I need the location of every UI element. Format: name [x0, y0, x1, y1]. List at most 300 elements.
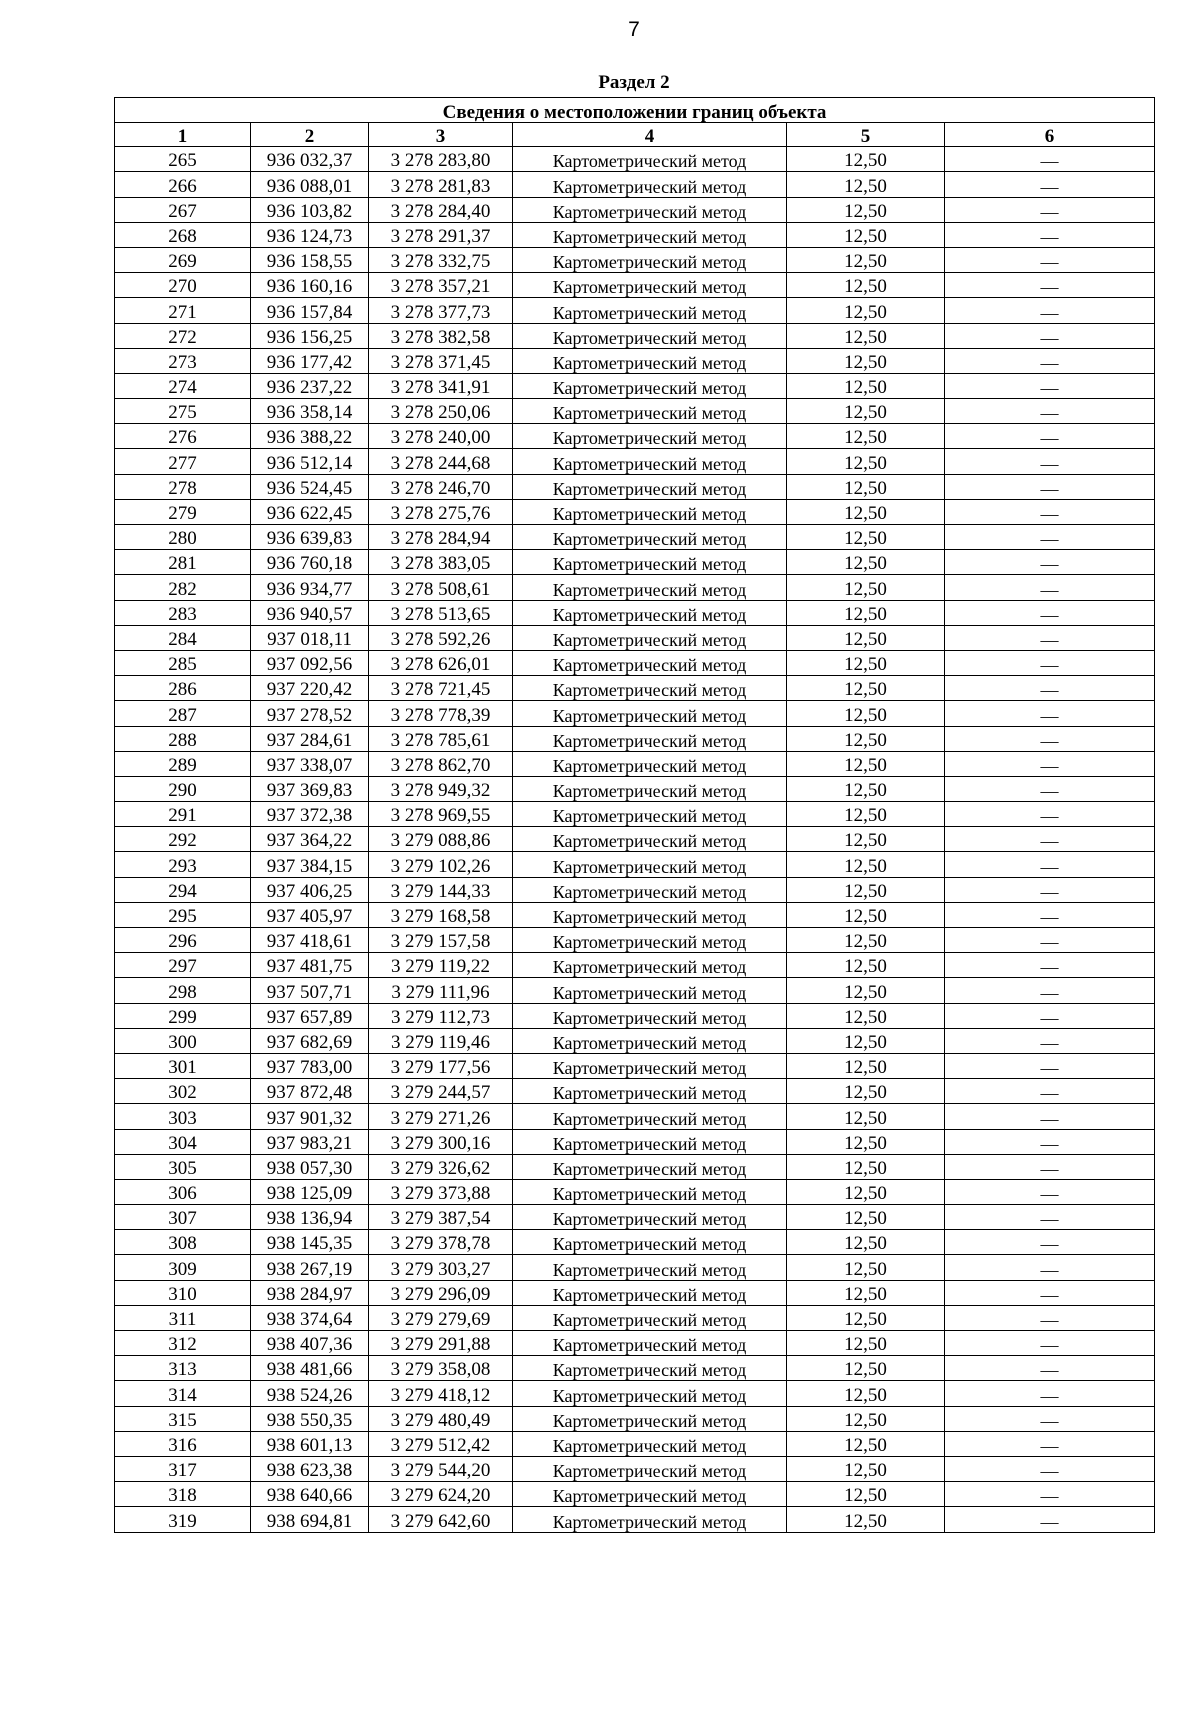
- method-cell: Картометрический метод: [513, 1507, 787, 1532]
- point-number-cell: 276: [115, 424, 251, 449]
- method-cell: Картометрический метод: [513, 1028, 787, 1053]
- y-coordinate-cell: 3 278 383,05: [369, 550, 513, 575]
- table-row: [115, 600, 1155, 625]
- table-row: [115, 625, 1155, 650]
- accuracy-cell: 12,50: [787, 776, 945, 801]
- point-number-cell: 309: [115, 1255, 251, 1280]
- accuracy-cell: 12,50: [787, 726, 945, 751]
- method-cell: Картометрический метод: [513, 1331, 787, 1356]
- method-cell: Картометрический метод: [513, 197, 787, 222]
- table-row: [115, 676, 1155, 701]
- point-number-cell: 270: [115, 273, 251, 298]
- table-row: [115, 1356, 1155, 1381]
- table-row: [115, 1079, 1155, 1104]
- y-coordinate-cell: 3 279 300,16: [369, 1129, 513, 1154]
- accuracy-cell: 12,50: [787, 1255, 945, 1280]
- point-number-cell: 281: [115, 550, 251, 575]
- method-cell: Картометрический метод: [513, 1280, 787, 1305]
- description-cell: —: [945, 424, 1155, 449]
- y-coordinate-cell: 3 278 626,01: [369, 650, 513, 675]
- y-coordinate-cell: 3 279 157,58: [369, 928, 513, 953]
- table-row: [115, 424, 1155, 449]
- table-row: [115, 1255, 1155, 1280]
- point-number-cell: 316: [115, 1431, 251, 1456]
- point-number-cell: 284: [115, 625, 251, 650]
- table-row: [115, 575, 1155, 600]
- y-coordinate-cell: 3 278 284,40: [369, 197, 513, 222]
- method-cell: Картометрический метод: [513, 273, 787, 298]
- x-coordinate-cell: 937 092,56: [251, 650, 369, 675]
- method-cell: Картометрический метод: [513, 373, 787, 398]
- x-coordinate-cell: 936 358,14: [251, 399, 369, 424]
- y-coordinate-cell: 3 279 271,26: [369, 1104, 513, 1129]
- table-row: [115, 399, 1155, 424]
- point-number-cell: 317: [115, 1456, 251, 1481]
- method-cell: Картометрический метод: [513, 1079, 787, 1104]
- point-number-cell: 312: [115, 1331, 251, 1356]
- description-cell: —: [945, 802, 1155, 827]
- description-cell: —: [945, 247, 1155, 272]
- method-cell: Картометрический метод: [513, 676, 787, 701]
- accuracy-cell: 12,50: [787, 701, 945, 726]
- accuracy-cell: 12,50: [787, 1179, 945, 1204]
- x-coordinate-cell: 938 601,13: [251, 1431, 369, 1456]
- point-number-cell: 313: [115, 1356, 251, 1381]
- x-coordinate-cell: 937 364,22: [251, 827, 369, 852]
- description-cell: —: [945, 1456, 1155, 1481]
- method-cell: Картометрический метод: [513, 1154, 787, 1179]
- table-row: [115, 1104, 1155, 1129]
- y-coordinate-cell: 3 278 357,21: [369, 273, 513, 298]
- table-row: [115, 1179, 1155, 1204]
- x-coordinate-cell: 937 405,97: [251, 902, 369, 927]
- accuracy-cell: 12,50: [787, 1331, 945, 1356]
- point-number-cell: 301: [115, 1053, 251, 1078]
- method-cell: Картометрический метод: [513, 701, 787, 726]
- y-coordinate-cell: 3 279 378,78: [369, 1230, 513, 1255]
- column-header: 2: [251, 123, 369, 147]
- accuracy-cell: 12,50: [787, 650, 945, 675]
- description-cell: —: [945, 1280, 1155, 1305]
- table-row: [115, 1456, 1155, 1481]
- y-coordinate-cell: 3 278 284,94: [369, 525, 513, 550]
- x-coordinate-cell: 936 160,16: [251, 273, 369, 298]
- table-row: [115, 525, 1155, 550]
- description-cell: —: [945, 1482, 1155, 1507]
- description-cell: —: [945, 1154, 1155, 1179]
- column-header: 4: [513, 123, 787, 147]
- table-row: [115, 902, 1155, 927]
- description-cell: —: [945, 147, 1155, 172]
- y-coordinate-cell: 3 278 283,80: [369, 147, 513, 172]
- description-cell: —: [945, 1406, 1155, 1431]
- accuracy-cell: 12,50: [787, 1381, 945, 1406]
- accuracy-cell: 12,50: [787, 222, 945, 247]
- table-row: [115, 1003, 1155, 1028]
- table-caption-row: [115, 98, 1155, 123]
- table-row: [115, 1507, 1155, 1532]
- x-coordinate-cell: 937 338,07: [251, 751, 369, 776]
- description-cell: —: [945, 1104, 1155, 1129]
- column-header: 6: [945, 123, 1155, 147]
- x-coordinate-cell: 936 157,84: [251, 298, 369, 323]
- point-number-cell: 297: [115, 953, 251, 978]
- method-cell: Картометрический метод: [513, 1356, 787, 1381]
- method-cell: Картометрический метод: [513, 449, 787, 474]
- description-cell: —: [945, 1230, 1155, 1255]
- accuracy-cell: 12,50: [787, 1028, 945, 1053]
- y-coordinate-cell: 3 278 244,68: [369, 449, 513, 474]
- x-coordinate-cell: 936 934,77: [251, 575, 369, 600]
- accuracy-cell: 12,50: [787, 348, 945, 373]
- x-coordinate-cell: 936 622,45: [251, 499, 369, 524]
- table-row: [115, 298, 1155, 323]
- point-number-cell: 268: [115, 222, 251, 247]
- column-header: 1: [115, 123, 251, 147]
- method-cell: Картометрический метод: [513, 1305, 787, 1330]
- x-coordinate-cell: 937 406,25: [251, 877, 369, 902]
- description-cell: —: [945, 1507, 1155, 1532]
- table-row: [115, 1154, 1155, 1179]
- method-cell: Картометрический метод: [513, 726, 787, 751]
- accuracy-cell: 12,50: [787, 1053, 945, 1078]
- method-cell: Картометрический метод: [513, 776, 787, 801]
- point-number-cell: 305: [115, 1154, 251, 1179]
- y-coordinate-cell: 3 279 102,26: [369, 852, 513, 877]
- table-row: [115, 1028, 1155, 1053]
- point-number-cell: 288: [115, 726, 251, 751]
- x-coordinate-cell: 937 372,38: [251, 802, 369, 827]
- x-coordinate-cell: 936 760,18: [251, 550, 369, 575]
- table-row: [115, 247, 1155, 272]
- x-coordinate-cell: 938 481,66: [251, 1356, 369, 1381]
- table-row: [115, 751, 1155, 776]
- point-number-cell: 293: [115, 852, 251, 877]
- x-coordinate-cell: 936 088,01: [251, 172, 369, 197]
- x-coordinate-cell: 936 177,42: [251, 348, 369, 373]
- table-row: [115, 197, 1155, 222]
- point-number-cell: 282: [115, 575, 251, 600]
- x-coordinate-cell: 937 901,32: [251, 1104, 369, 1129]
- x-coordinate-cell: 938 374,64: [251, 1305, 369, 1330]
- method-cell: Картометрический метод: [513, 575, 787, 600]
- x-coordinate-cell: 938 284,97: [251, 1280, 369, 1305]
- y-coordinate-cell: 3 278 785,61: [369, 726, 513, 751]
- y-coordinate-cell: 3 279 111,96: [369, 978, 513, 1003]
- point-number-cell: 296: [115, 928, 251, 953]
- y-coordinate-cell: 3 278 250,06: [369, 399, 513, 424]
- y-coordinate-cell: 3 278 949,32: [369, 776, 513, 801]
- x-coordinate-cell: 937 783,00: [251, 1053, 369, 1078]
- table-caption: Сведения о местоположении границ объекта: [115, 98, 1155, 123]
- method-cell: Картометрический метод: [513, 424, 787, 449]
- accuracy-cell: 12,50: [787, 1230, 945, 1255]
- accuracy-cell: 12,50: [787, 197, 945, 222]
- description-cell: —: [945, 499, 1155, 524]
- accuracy-cell: 12,50: [787, 928, 945, 953]
- description-cell: —: [945, 877, 1155, 902]
- table-row: [115, 1482, 1155, 1507]
- method-cell: Картометрический метод: [513, 474, 787, 499]
- accuracy-cell: 12,50: [787, 1482, 945, 1507]
- y-coordinate-cell: 3 279 387,54: [369, 1205, 513, 1230]
- accuracy-cell: 12,50: [787, 751, 945, 776]
- description-cell: —: [945, 1179, 1155, 1204]
- point-number-cell: 299: [115, 1003, 251, 1028]
- accuracy-cell: 12,50: [787, 1003, 945, 1028]
- x-coordinate-cell: 938 694,81: [251, 1507, 369, 1532]
- accuracy-cell: 12,50: [787, 1104, 945, 1129]
- x-coordinate-cell: 937 657,89: [251, 1003, 369, 1028]
- method-cell: Картометрический метод: [513, 1104, 787, 1129]
- point-number-cell: 290: [115, 776, 251, 801]
- x-coordinate-cell: 936 940,57: [251, 600, 369, 625]
- x-coordinate-cell: 937 983,21: [251, 1129, 369, 1154]
- x-coordinate-cell: 936 388,22: [251, 424, 369, 449]
- y-coordinate-cell: 3 278 778,39: [369, 701, 513, 726]
- method-cell: Картометрический метод: [513, 1179, 787, 1204]
- x-coordinate-cell: 938 407,36: [251, 1331, 369, 1356]
- accuracy-cell: 12,50: [787, 877, 945, 902]
- x-coordinate-cell: 937 284,61: [251, 726, 369, 751]
- description-cell: —: [945, 1003, 1155, 1028]
- table-row: [115, 978, 1155, 1003]
- x-coordinate-cell: 936 156,25: [251, 323, 369, 348]
- y-coordinate-cell: 3 279 642,60: [369, 1507, 513, 1532]
- point-number-cell: 287: [115, 701, 251, 726]
- point-number-cell: 277: [115, 449, 251, 474]
- accuracy-cell: 12,50: [787, 902, 945, 927]
- description-cell: —: [945, 953, 1155, 978]
- boundary-coordinates-table: [114, 97, 1155, 1533]
- y-coordinate-cell: 3 279 373,88: [369, 1179, 513, 1204]
- table-row: [115, 928, 1155, 953]
- method-cell: Картометрический метод: [513, 247, 787, 272]
- column-header: 5: [787, 123, 945, 147]
- method-cell: Картометрический метод: [513, 928, 787, 953]
- y-coordinate-cell: 3 279 544,20: [369, 1456, 513, 1481]
- table-row: [115, 1431, 1155, 1456]
- accuracy-cell: 12,50: [787, 978, 945, 1003]
- point-number-cell: 278: [115, 474, 251, 499]
- point-number-cell: 311: [115, 1305, 251, 1330]
- table-row: [115, 1205, 1155, 1230]
- description-cell: —: [945, 852, 1155, 877]
- table-row: [115, 474, 1155, 499]
- x-coordinate-cell: 937 018,11: [251, 625, 369, 650]
- accuracy-cell: 12,50: [787, 827, 945, 852]
- description-cell: —: [945, 827, 1155, 852]
- method-cell: Картометрический метод: [513, 751, 787, 776]
- point-number-cell: 318: [115, 1482, 251, 1507]
- accuracy-cell: 12,50: [787, 1305, 945, 1330]
- x-coordinate-cell: 937 507,71: [251, 978, 369, 1003]
- description-cell: —: [945, 373, 1155, 398]
- point-number-cell: 275: [115, 399, 251, 424]
- method-cell: Картометрический метод: [513, 1381, 787, 1406]
- x-coordinate-cell: 936 103,82: [251, 197, 369, 222]
- point-number-cell: 265: [115, 147, 251, 172]
- table-body: [115, 147, 1155, 1532]
- method-cell: Картометрический метод: [513, 1230, 787, 1255]
- point-number-cell: 302: [115, 1079, 251, 1104]
- point-number-cell: 285: [115, 650, 251, 675]
- table-row: [115, 1230, 1155, 1255]
- x-coordinate-cell: 936 512,14: [251, 449, 369, 474]
- accuracy-cell: 12,50: [787, 373, 945, 398]
- table-row: [115, 650, 1155, 675]
- y-coordinate-cell: 3 279 088,86: [369, 827, 513, 852]
- description-cell: —: [945, 625, 1155, 650]
- accuracy-cell: 12,50: [787, 575, 945, 600]
- method-cell: Картометрический метод: [513, 902, 787, 927]
- method-cell: Картометрический метод: [513, 222, 787, 247]
- method-cell: Картометрический метод: [513, 1053, 787, 1078]
- description-cell: —: [945, 399, 1155, 424]
- method-cell: Картометрический метод: [513, 877, 787, 902]
- description-cell: —: [945, 751, 1155, 776]
- accuracy-cell: 12,50: [787, 172, 945, 197]
- point-number-cell: 272: [115, 323, 251, 348]
- y-coordinate-cell: 3 279 358,08: [369, 1356, 513, 1381]
- method-cell: Картометрический метод: [513, 1205, 787, 1230]
- table-row: [115, 222, 1155, 247]
- method-cell: Картометрический метод: [513, 852, 787, 877]
- point-number-cell: 289: [115, 751, 251, 776]
- accuracy-cell: 12,50: [787, 424, 945, 449]
- point-number-cell: 298: [115, 978, 251, 1003]
- x-coordinate-cell: 938 550,35: [251, 1406, 369, 1431]
- y-coordinate-cell: 3 278 508,61: [369, 575, 513, 600]
- x-coordinate-cell: 938 145,35: [251, 1230, 369, 1255]
- description-cell: —: [945, 1431, 1155, 1456]
- x-coordinate-cell: 938 136,94: [251, 1205, 369, 1230]
- x-coordinate-cell: 936 524,45: [251, 474, 369, 499]
- point-number-cell: 306: [115, 1179, 251, 1204]
- accuracy-cell: 12,50: [787, 1456, 945, 1481]
- description-cell: —: [945, 550, 1155, 575]
- table-row: [115, 1305, 1155, 1330]
- accuracy-cell: 12,50: [787, 273, 945, 298]
- point-number-cell: 319: [115, 1507, 251, 1532]
- method-cell: Картометрический метод: [513, 1406, 787, 1431]
- description-cell: —: [945, 928, 1155, 953]
- method-cell: Картометрический метод: [513, 399, 787, 424]
- accuracy-cell: 12,50: [787, 953, 945, 978]
- method-cell: Картометрический метод: [513, 1431, 787, 1456]
- y-coordinate-cell: 3 279 326,62: [369, 1154, 513, 1179]
- point-number-cell: 274: [115, 373, 251, 398]
- y-coordinate-cell: 3 278 341,91: [369, 373, 513, 398]
- column-header: 3: [369, 123, 513, 147]
- description-cell: —: [945, 1028, 1155, 1053]
- y-coordinate-cell: 3 279 177,56: [369, 1053, 513, 1078]
- method-cell: Картометрический метод: [513, 650, 787, 675]
- x-coordinate-cell: 937 418,61: [251, 928, 369, 953]
- y-coordinate-cell: 3 278 592,26: [369, 625, 513, 650]
- point-number-cell: 279: [115, 499, 251, 524]
- y-coordinate-cell: 3 279 112,73: [369, 1003, 513, 1028]
- method-cell: Картометрический метод: [513, 827, 787, 852]
- description-cell: —: [945, 172, 1155, 197]
- x-coordinate-cell: 938 057,30: [251, 1154, 369, 1179]
- y-coordinate-cell: 3 278 969,55: [369, 802, 513, 827]
- x-coordinate-cell: 936 237,22: [251, 373, 369, 398]
- table-row: [115, 550, 1155, 575]
- y-coordinate-cell: 3 278 332,75: [369, 247, 513, 272]
- point-number-cell: 300: [115, 1028, 251, 1053]
- description-cell: —: [945, 978, 1155, 1003]
- y-coordinate-cell: 3 278 721,45: [369, 676, 513, 701]
- x-coordinate-cell: 938 267,19: [251, 1255, 369, 1280]
- x-coordinate-cell: 937 220,42: [251, 676, 369, 701]
- method-cell: Картометрический метод: [513, 802, 787, 827]
- x-coordinate-cell: 938 524,26: [251, 1381, 369, 1406]
- table-row: [115, 827, 1155, 852]
- accuracy-cell: 12,50: [787, 1280, 945, 1305]
- description-cell: —: [945, 1053, 1155, 1078]
- method-cell: Картометрический метод: [513, 1255, 787, 1280]
- accuracy-cell: 12,50: [787, 802, 945, 827]
- accuracy-cell: 12,50: [787, 247, 945, 272]
- description-cell: —: [945, 1205, 1155, 1230]
- point-number-cell: 283: [115, 600, 251, 625]
- x-coordinate-cell: 936 639,83: [251, 525, 369, 550]
- table-row: [115, 1331, 1155, 1356]
- y-coordinate-cell: 3 279 244,57: [369, 1079, 513, 1104]
- table-row: [115, 499, 1155, 524]
- description-cell: —: [945, 323, 1155, 348]
- point-number-cell: 291: [115, 802, 251, 827]
- point-number-cell: 292: [115, 827, 251, 852]
- table-row: [115, 373, 1155, 398]
- description-cell: —: [945, 525, 1155, 550]
- table-row: [115, 776, 1155, 801]
- method-cell: Картометрический метод: [513, 298, 787, 323]
- x-coordinate-cell: 937 384,15: [251, 852, 369, 877]
- description-cell: —: [945, 298, 1155, 323]
- table-row: [115, 701, 1155, 726]
- x-coordinate-cell: 937 278,52: [251, 701, 369, 726]
- y-coordinate-cell: 3 278 246,70: [369, 474, 513, 499]
- x-coordinate-cell: 936 124,73: [251, 222, 369, 247]
- description-cell: —: [945, 197, 1155, 222]
- method-cell: Картометрический метод: [513, 1456, 787, 1481]
- page-number: 7: [628, 18, 640, 41]
- point-number-cell: 314: [115, 1381, 251, 1406]
- table-row: [115, 802, 1155, 827]
- accuracy-cell: 12,50: [787, 1507, 945, 1532]
- point-number-cell: 271: [115, 298, 251, 323]
- accuracy-cell: 12,50: [787, 449, 945, 474]
- y-coordinate-cell: 3 279 303,27: [369, 1255, 513, 1280]
- table-row: [115, 147, 1155, 172]
- method-cell: Картометрический метод: [513, 172, 787, 197]
- y-coordinate-cell: 3 278 371,45: [369, 348, 513, 373]
- description-cell: —: [945, 1255, 1155, 1280]
- method-cell: Картометрический метод: [513, 1003, 787, 1028]
- accuracy-cell: 12,50: [787, 525, 945, 550]
- description-cell: —: [945, 575, 1155, 600]
- accuracy-cell: 12,50: [787, 1129, 945, 1154]
- method-cell: Картометрический метод: [513, 953, 787, 978]
- table-row: [115, 1053, 1155, 1078]
- x-coordinate-cell: 936 032,37: [251, 147, 369, 172]
- accuracy-cell: 12,50: [787, 1205, 945, 1230]
- accuracy-cell: 12,50: [787, 1406, 945, 1431]
- accuracy-cell: 12,50: [787, 600, 945, 625]
- point-number-cell: 310: [115, 1280, 251, 1305]
